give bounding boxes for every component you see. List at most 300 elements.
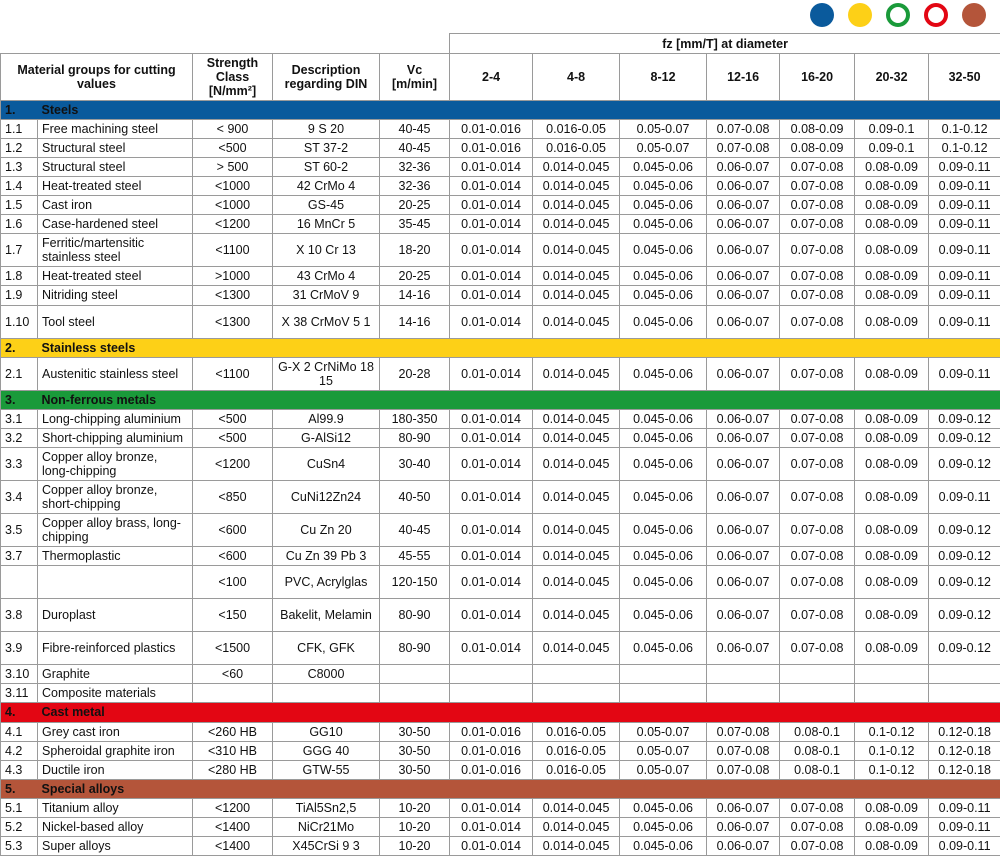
feed-value: 0.07-0.08 — [780, 632, 855, 665]
table-row — [1, 566, 1000, 599]
material-name: Short-chipping aluminium — [38, 428, 193, 447]
strength-class: <1100 — [193, 234, 273, 267]
strength-class: <310 HB — [193, 741, 273, 760]
feed-value: 0.045-0.06 — [620, 409, 707, 428]
feed-value: 0.014-0.045 — [533, 817, 620, 836]
feed-value: 0.014-0.045 — [533, 547, 620, 566]
feed-value: 0.014-0.045 — [533, 215, 620, 234]
din-description: 16 MnCr 5 — [273, 215, 380, 234]
diameter-header: 32-50 — [929, 54, 1000, 101]
material-name: Titanium alloy — [38, 798, 193, 817]
feed-value: 0.06-0.07 — [707, 267, 780, 286]
group-number: 4. — [1, 703, 38, 722]
feed-value: 0.06-0.07 — [707, 286, 780, 305]
feed-value: 0.014-0.045 — [533, 177, 620, 196]
material-name: Ferritic/martensitic stainless steel — [38, 234, 193, 267]
din-description: GS-45 — [273, 196, 380, 215]
feed-value: 0.045-0.06 — [620, 817, 707, 836]
material-name: Duroplast — [38, 599, 193, 632]
row-number: 1.9 — [1, 286, 38, 305]
feed-value: 0.07-0.08 — [780, 215, 855, 234]
cutting-speed: 10-20 — [380, 817, 450, 836]
row-number: 1.6 — [1, 215, 38, 234]
din-description: GGG 40 — [273, 741, 380, 760]
feed-value: 0.016-0.05 — [533, 741, 620, 760]
group-name: Steels — [38, 101, 1000, 120]
table-body — [1, 101, 1000, 856]
material-name: Austenitic stainless steel — [38, 357, 193, 390]
feed-value: 0.08-0.09 — [855, 547, 929, 566]
feed-value: 0.045-0.06 — [620, 547, 707, 566]
feed-value: 0.08-0.09 — [855, 447, 929, 480]
group-name: Special alloys — [38, 779, 1000, 798]
feed-value: 0.08-0.1 — [780, 760, 855, 779]
feed-value: 0.08-0.09 — [855, 267, 929, 286]
feed-value: 0.09-0.11 — [929, 234, 1000, 267]
feed-value: 0.01-0.016 — [450, 741, 533, 760]
material-name: Cast iron — [38, 196, 193, 215]
feed-value: 0.045-0.06 — [620, 158, 707, 177]
table-row — [1, 480, 1000, 513]
feed-value: 0.01-0.016 — [450, 722, 533, 741]
cutting-speed: 40-50 — [380, 480, 450, 513]
feed-value: 0.045-0.06 — [620, 286, 707, 305]
feed-value: 0.05-0.07 — [620, 760, 707, 779]
table-row — [1, 409, 1000, 428]
strength-class: <280 HB — [193, 760, 273, 779]
material-name: Structural steel — [38, 158, 193, 177]
row-number: 3.9 — [1, 632, 38, 665]
table-row — [1, 798, 1000, 817]
table-row — [1, 196, 1000, 215]
feed-value: 0.06-0.07 — [707, 817, 780, 836]
strength-class: <600 — [193, 547, 273, 566]
feed-value: 0.01-0.014 — [450, 480, 533, 513]
feed-value: 0.014-0.045 — [533, 836, 620, 855]
material-name: Copper alloy bronze, long-chipping — [38, 447, 193, 480]
feed-value — [929, 684, 1000, 703]
feed-value: 0.01-0.016 — [450, 760, 533, 779]
feed-value: 0.01-0.014 — [450, 514, 533, 547]
strength-class: <1400 — [193, 817, 273, 836]
feed-value: 0.08-0.09 — [855, 514, 929, 547]
row-number — [1, 566, 38, 599]
feed-value: 0.07-0.08 — [707, 120, 780, 139]
brown-filled-dot-icon — [962, 3, 986, 27]
feed-value: 0.07-0.08 — [780, 836, 855, 855]
yellow-filled-dot-icon — [848, 3, 872, 27]
table-row — [1, 267, 1000, 286]
strength-class: <1000 — [193, 196, 273, 215]
feed-value: 0.06-0.07 — [707, 547, 780, 566]
feed-value: 0.06-0.07 — [707, 599, 780, 632]
row-number: 3.5 — [1, 514, 38, 547]
row-number: 3.8 — [1, 599, 38, 632]
feed-value — [620, 684, 707, 703]
strength-class: <500 — [193, 409, 273, 428]
cutting-speed: 120-150 — [380, 566, 450, 599]
feed-value: 0.045-0.06 — [620, 599, 707, 632]
cutting-values-table — [0, 33, 1000, 856]
feed-value: 0.08-0.09 — [855, 286, 929, 305]
feed-value: 0.06-0.07 — [707, 566, 780, 599]
feed-value: 0.014-0.045 — [533, 158, 620, 177]
feed-value: 0.06-0.07 — [707, 196, 780, 215]
cutting-speed: 10-20 — [380, 836, 450, 855]
feed-value: 0.045-0.06 — [620, 566, 707, 599]
feed-value: 0.09-0.12 — [929, 514, 1000, 547]
table-row — [1, 447, 1000, 480]
strength-class: >1000 — [193, 267, 273, 286]
feed-value: 0.1-0.12 — [855, 741, 929, 760]
feed-value: 0.014-0.045 — [533, 357, 620, 390]
row-number: 5.1 — [1, 798, 38, 817]
feed-value: 0.045-0.06 — [620, 196, 707, 215]
strength-class: <1200 — [193, 215, 273, 234]
strength-class: <850 — [193, 480, 273, 513]
feed-value: 0.045-0.06 — [620, 267, 707, 286]
strength-class: > 500 — [193, 158, 273, 177]
strength-class: <600 — [193, 514, 273, 547]
row-number: 1.5 — [1, 196, 38, 215]
group-header-row — [1, 779, 1000, 798]
strength-class: <1100 — [193, 357, 273, 390]
table-row — [1, 514, 1000, 547]
din-description: X 38 CrMoV 5 1 — [273, 305, 380, 338]
feed-value: 0.01-0.014 — [450, 267, 533, 286]
din-description: ST 60-2 — [273, 158, 380, 177]
strength-class: <1400 — [193, 836, 273, 855]
table-row — [1, 632, 1000, 665]
strength-class: <1500 — [193, 632, 273, 665]
feed-value: 0.1-0.12 — [929, 120, 1000, 139]
material-name: Composite materials — [38, 684, 193, 703]
material-name: Super alloys — [38, 836, 193, 855]
feed-value: 0.06-0.07 — [707, 305, 780, 338]
feed-value: 0.08-0.09 — [780, 139, 855, 158]
cutting-speed: 20-25 — [380, 267, 450, 286]
din-description: 42 CrMo 4 — [273, 177, 380, 196]
group-header-row — [1, 390, 1000, 409]
table-row — [1, 722, 1000, 741]
feed-value: 0.08-0.09 — [855, 177, 929, 196]
vc-header: Vc [m/min] — [380, 54, 450, 101]
row-number: 3.10 — [1, 665, 38, 684]
cutting-speed: 30-40 — [380, 447, 450, 480]
material-name: Nickel-based alloy — [38, 817, 193, 836]
description-header: Description regarding DIN — [273, 54, 380, 101]
feed-value: 0.09-0.12 — [929, 409, 1000, 428]
feed-value: 0.08-0.09 — [855, 632, 929, 665]
din-description: CuSn4 — [273, 447, 380, 480]
din-description — [273, 684, 380, 703]
feed-value: 0.06-0.07 — [707, 409, 780, 428]
feed-value: 0.09-0.11 — [929, 158, 1000, 177]
feed-value: 0.014-0.045 — [533, 632, 620, 665]
feed-value — [450, 684, 533, 703]
feed-value: 0.09-0.11 — [929, 357, 1000, 390]
feed-value: 0.01-0.014 — [450, 305, 533, 338]
feed-value: 0.09-0.12 — [929, 447, 1000, 480]
row-number: 1.1 — [1, 120, 38, 139]
feed-value: 0.08-0.09 — [780, 120, 855, 139]
cutting-speed — [380, 684, 450, 703]
feed-value: 0.016-0.05 — [533, 760, 620, 779]
feed-value: 0.01-0.014 — [450, 409, 533, 428]
feed-value: 0.01-0.014 — [450, 836, 533, 855]
feed-value: 0.014-0.045 — [533, 599, 620, 632]
material-name: Thermoplastic — [38, 547, 193, 566]
table-row — [1, 158, 1000, 177]
feed-value: 0.06-0.07 — [707, 177, 780, 196]
feed-value: 0.09-0.11 — [929, 798, 1000, 817]
din-description: 31 CrMoV 9 — [273, 286, 380, 305]
cutting-speed — [380, 665, 450, 684]
feed-value: 0.045-0.06 — [620, 305, 707, 338]
table-row — [1, 547, 1000, 566]
din-description: GTW-55 — [273, 760, 380, 779]
feed-value: 0.1-0.12 — [855, 722, 929, 741]
table-row — [1, 817, 1000, 836]
material-name: Nitriding steel — [38, 286, 193, 305]
feed-value — [929, 665, 1000, 684]
group-number: 1. — [1, 101, 38, 120]
strength-class: <1000 — [193, 177, 273, 196]
row-number: 2.1 — [1, 357, 38, 390]
feed-value: 0.05-0.07 — [620, 120, 707, 139]
material-name: Long-chipping aluminium — [38, 409, 193, 428]
header-spacer — [1, 34, 450, 54]
cutting-speed: 45-55 — [380, 547, 450, 566]
group-number: 2. — [1, 338, 38, 357]
feed-value: 0.07-0.08 — [707, 139, 780, 158]
feed-value: 0.07-0.08 — [780, 447, 855, 480]
material-name: Heat-treated steel — [38, 177, 193, 196]
strength-class-header: Strength Class [N/mm²] — [193, 54, 273, 101]
feed-value: 0.08-0.09 — [855, 305, 929, 338]
feed-value: 0.08-0.09 — [855, 409, 929, 428]
material-name: Tool steel — [38, 305, 193, 338]
row-number: 3.1 — [1, 409, 38, 428]
din-description: Al99.9 — [273, 409, 380, 428]
feed-value: 0.014-0.045 — [533, 447, 620, 480]
feed-value: 0.06-0.07 — [707, 215, 780, 234]
strength-class: <1200 — [193, 798, 273, 817]
feed-value: 0.01-0.016 — [450, 120, 533, 139]
feed-value: 0.045-0.06 — [620, 234, 707, 267]
feed-value: 0.09-0.11 — [929, 267, 1000, 286]
column-header-row — [1, 54, 1000, 101]
feed-value: 0.07-0.08 — [780, 305, 855, 338]
din-description: Cu Zn 20 — [273, 514, 380, 547]
row-number: 3.11 — [1, 684, 38, 703]
feed-value: 0.045-0.06 — [620, 798, 707, 817]
feed-value: 0.01-0.014 — [450, 428, 533, 447]
feed-value: 0.08-0.09 — [855, 798, 929, 817]
feed-value: 0.08-0.09 — [855, 234, 929, 267]
feed-value: 0.01-0.014 — [450, 599, 533, 632]
feed-value: 0.06-0.07 — [707, 428, 780, 447]
strength-class — [193, 684, 273, 703]
feed-value: 0.07-0.08 — [780, 599, 855, 632]
feed-value: 0.06-0.07 — [707, 836, 780, 855]
feed-value: 0.07-0.08 — [780, 357, 855, 390]
feed-value: 0.01-0.014 — [450, 215, 533, 234]
feed-value: 0.014-0.045 — [533, 234, 620, 267]
material-name: Grey cast iron — [38, 722, 193, 741]
table-row — [1, 139, 1000, 158]
feed-value — [620, 665, 707, 684]
fz-header: fz [mm/T] at diameter — [450, 34, 1000, 54]
feed-value: 0.014-0.045 — [533, 514, 620, 547]
feed-value: 0.09-0.11 — [929, 817, 1000, 836]
feed-value: 0.08-0.1 — [780, 722, 855, 741]
feed-value: 0.07-0.08 — [780, 514, 855, 547]
feed-value: 0.014-0.045 — [533, 305, 620, 338]
material-name: Copper alloy bronze, short-chipping — [38, 480, 193, 513]
feed-value: 0.07-0.08 — [780, 234, 855, 267]
feed-value: 0.016-0.05 — [533, 139, 620, 158]
cutting-speed: 14-16 — [380, 286, 450, 305]
din-description: G-X 2 CrNiMo 18 15 — [273, 357, 380, 390]
row-number: 5.2 — [1, 817, 38, 836]
feed-value: 0.09-0.12 — [929, 599, 1000, 632]
row-number: 1.4 — [1, 177, 38, 196]
cutting-speed: 40-45 — [380, 139, 450, 158]
feed-value: 0.045-0.06 — [620, 177, 707, 196]
row-number: 4.1 — [1, 722, 38, 741]
din-description: NiCr21Mo — [273, 817, 380, 836]
feed-value: 0.014-0.045 — [533, 480, 620, 513]
material-name — [38, 566, 193, 599]
material-name: Ductile iron — [38, 760, 193, 779]
material-name: Copper alloy brass, long-chipping — [38, 514, 193, 547]
feed-value: 0.01-0.014 — [450, 158, 533, 177]
feed-value: 0.01-0.014 — [450, 566, 533, 599]
row-number: 1.3 — [1, 158, 38, 177]
diameter-header: 4-8 — [533, 54, 620, 101]
feed-value — [707, 684, 780, 703]
feed-value: 0.01-0.014 — [450, 286, 533, 305]
din-description: TiAl5Sn2,5 — [273, 798, 380, 817]
feed-value: 0.06-0.07 — [707, 514, 780, 547]
feed-value: 0.09-0.11 — [929, 286, 1000, 305]
feed-value: 0.08-0.09 — [855, 599, 929, 632]
feed-value: 0.01-0.014 — [450, 547, 533, 566]
din-description: ST 37-2 — [273, 139, 380, 158]
feed-value: 0.01-0.016 — [450, 139, 533, 158]
feed-value: 0.07-0.08 — [780, 196, 855, 215]
row-number: 4.3 — [1, 760, 38, 779]
group-number: 3. — [1, 390, 38, 409]
table-row — [1, 215, 1000, 234]
feed-value — [780, 665, 855, 684]
feed-value: 0.09-0.12 — [929, 428, 1000, 447]
feed-value: 0.014-0.045 — [533, 267, 620, 286]
diameter-header: 12-16 — [707, 54, 780, 101]
feed-value: 0.09-0.11 — [929, 305, 1000, 338]
row-number: 3.4 — [1, 480, 38, 513]
table-row — [1, 665, 1000, 684]
cutting-speed: 80-90 — [380, 428, 450, 447]
table-row — [1, 234, 1000, 267]
feed-value: 0.014-0.045 — [533, 409, 620, 428]
feed-value: 0.014-0.045 — [533, 566, 620, 599]
group-number: 5. — [1, 779, 38, 798]
strength-class: <500 — [193, 428, 273, 447]
feed-value: 0.07-0.08 — [707, 741, 780, 760]
feed-value: 0.07-0.08 — [780, 286, 855, 305]
feed-value: 0.08-0.1 — [780, 741, 855, 760]
row-number: 1.10 — [1, 305, 38, 338]
feed-value: 0.045-0.06 — [620, 514, 707, 547]
row-number: 3.7 — [1, 547, 38, 566]
din-description: G-AlSi12 — [273, 428, 380, 447]
table-row — [1, 599, 1000, 632]
feed-value: 0.06-0.07 — [707, 447, 780, 480]
material-name: Spheroidal graphite iron — [38, 741, 193, 760]
cutting-speed: 14-16 — [380, 305, 450, 338]
feed-value: 0.08-0.09 — [855, 480, 929, 513]
din-description: CuNi12Zn24 — [273, 480, 380, 513]
cutting-speed: 18-20 — [380, 234, 450, 267]
feed-value: 0.08-0.09 — [855, 196, 929, 215]
green-ring-icon — [886, 3, 910, 27]
color-legend — [0, 0, 1000, 33]
group-header-row — [1, 338, 1000, 357]
feed-value: 0.09-0.11 — [929, 836, 1000, 855]
table-row — [1, 741, 1000, 760]
feed-value: 0.06-0.07 — [707, 632, 780, 665]
material-name: Free machining steel — [38, 120, 193, 139]
feed-value: 0.06-0.07 — [707, 234, 780, 267]
din-description: Bakelit, Melamin — [273, 599, 380, 632]
strength-class: <260 HB — [193, 722, 273, 741]
feed-value — [450, 665, 533, 684]
feed-value: 0.09-0.1 — [855, 120, 929, 139]
feed-value: 0.12-0.18 — [929, 722, 1000, 741]
feed-value: 0.045-0.06 — [620, 428, 707, 447]
feed-value — [707, 665, 780, 684]
feed-value: 0.045-0.06 — [620, 632, 707, 665]
din-description: X 10 Cr 13 — [273, 234, 380, 267]
fz-title-row — [1, 34, 1000, 54]
strength-class: < 900 — [193, 120, 273, 139]
table-row — [1, 684, 1000, 703]
table-row — [1, 177, 1000, 196]
feed-value: 0.1-0.12 — [929, 139, 1000, 158]
strength-class: <1300 — [193, 286, 273, 305]
material-name: Fibre-reinforced plastics — [38, 632, 193, 665]
feed-value: 0.01-0.014 — [450, 357, 533, 390]
feed-value: 0.07-0.08 — [780, 409, 855, 428]
din-description: C8000 — [273, 665, 380, 684]
feed-value: 0.07-0.08 — [780, 566, 855, 599]
feed-value — [855, 665, 929, 684]
feed-value: 0.01-0.014 — [450, 798, 533, 817]
cutting-speed: 32-36 — [380, 177, 450, 196]
feed-value: 0.09-0.11 — [929, 177, 1000, 196]
feed-value: 0.014-0.045 — [533, 286, 620, 305]
feed-value: 0.12-0.18 — [929, 741, 1000, 760]
feed-value: 0.045-0.06 — [620, 480, 707, 513]
feed-value: 0.07-0.08 — [780, 547, 855, 566]
diameter-header: 16-20 — [780, 54, 855, 101]
diameter-header: 2-4 — [450, 54, 533, 101]
cutting-speed: 20-28 — [380, 357, 450, 390]
material-name: Graphite — [38, 665, 193, 684]
feed-value: 0.07-0.08 — [780, 428, 855, 447]
